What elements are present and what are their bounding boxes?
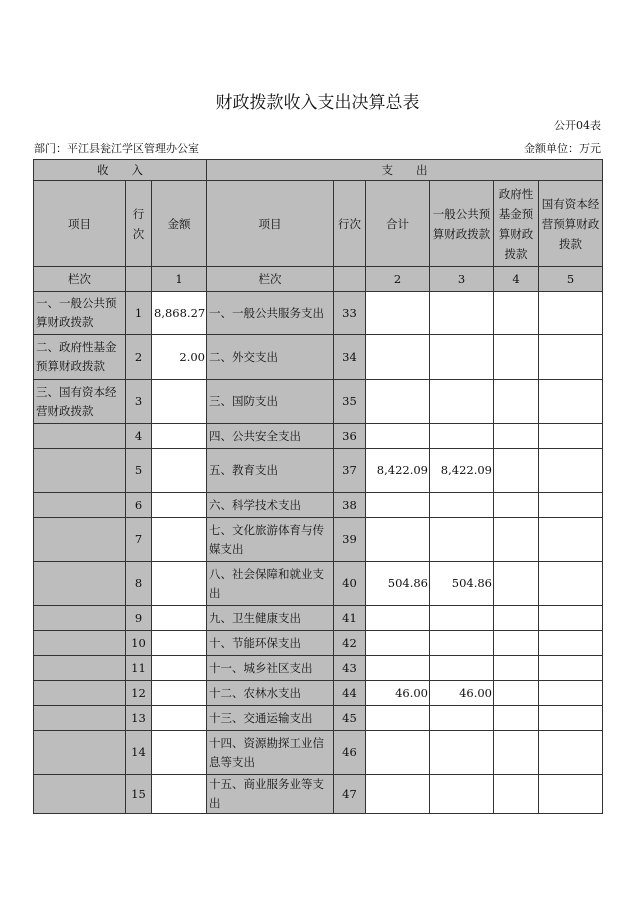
income-item-cell: 二、政府性基金预算财政拨款 bbox=[34, 335, 126, 380]
general-budget-cell bbox=[430, 518, 494, 562]
general-budget-cell: 46.00 bbox=[430, 681, 494, 706]
income-item-cell bbox=[34, 518, 126, 562]
income-amount-cell bbox=[152, 424, 207, 449]
total-cell: 46.00 bbox=[366, 681, 430, 706]
table-row bbox=[34, 731, 603, 775]
income-amount-cell bbox=[152, 681, 207, 706]
income-rowno-cell: 13 bbox=[126, 706, 152, 731]
expense-rowno-cell: 46 bbox=[334, 731, 366, 775]
budget-table bbox=[33, 159, 603, 814]
general-budget-cell bbox=[430, 731, 494, 775]
gov-fund-cell bbox=[494, 380, 539, 424]
table-row bbox=[34, 493, 603, 518]
general-budget-cell bbox=[430, 424, 494, 449]
gov-fund-cell bbox=[494, 292, 539, 335]
expense-item-cell: 二、外交支出 bbox=[207, 335, 334, 380]
total-cell: 504.86 bbox=[366, 562, 430, 606]
expense-item-cell: 十五、商业服务业等支出 bbox=[207, 775, 334, 814]
income-item-cell bbox=[34, 449, 126, 493]
income-item-cell bbox=[34, 775, 126, 814]
income-item-cell: 一、一般公共预算财政拨款 bbox=[34, 292, 126, 335]
expense-rowno-cell: 41 bbox=[334, 606, 366, 631]
col-row-4: 4 bbox=[494, 267, 539, 292]
total-cell bbox=[366, 631, 430, 656]
general-budget-cell bbox=[430, 656, 494, 681]
expense-item-cell: 十四、资源勘探工业信息等支出 bbox=[207, 731, 334, 775]
state-capital-cell bbox=[539, 775, 603, 814]
col-row-blank bbox=[126, 267, 152, 292]
expense-item-cell: 五、教育支出 bbox=[207, 449, 334, 493]
total-cell bbox=[366, 706, 430, 731]
table-row bbox=[34, 562, 603, 606]
general-budget-cell: 504.86 bbox=[430, 562, 494, 606]
state-capital-cell bbox=[539, 424, 603, 449]
income-item-header: 项目 bbox=[34, 181, 126, 267]
income-item-cell bbox=[34, 706, 126, 731]
total-header: 合计 bbox=[366, 181, 430, 267]
income-rowno-cell: 4 bbox=[126, 424, 152, 449]
col-row-3: 3 bbox=[430, 267, 494, 292]
income-item-cell bbox=[34, 606, 126, 631]
gov-fund-cell bbox=[494, 681, 539, 706]
expense-item-header: 项目 bbox=[207, 181, 334, 267]
income-amount-cell: 8,868.27 bbox=[152, 292, 207, 335]
expense-item-cell: 四、公共安全支出 bbox=[207, 424, 334, 449]
state-capital-cell bbox=[539, 518, 603, 562]
expense-item-cell: 十二、农林水支出 bbox=[207, 681, 334, 706]
general-budget-cell bbox=[430, 606, 494, 631]
general-budget-cell: 8,422.09 bbox=[430, 449, 494, 493]
income-header: 收 入 bbox=[34, 160, 207, 181]
state-capital-cell bbox=[539, 562, 603, 606]
gov-fund-cell bbox=[494, 449, 539, 493]
expense-item-cell: 十三、交通运输支出 bbox=[207, 706, 334, 731]
expense-item-cell: 八、社会保障和就业支出 bbox=[207, 562, 334, 606]
income-rowno-cell: 9 bbox=[126, 606, 152, 631]
state-capital-cell bbox=[539, 335, 603, 380]
table-row bbox=[34, 681, 603, 706]
page-title: 财政拨款收入支出决算总表 bbox=[215, 93, 420, 113]
total-cell bbox=[366, 731, 430, 775]
general-budget-cell bbox=[430, 706, 494, 731]
total-cell: 8,422.09 bbox=[366, 449, 430, 493]
expense-item-cell: 十、节能环保支出 bbox=[207, 631, 334, 656]
income-amount-cell bbox=[152, 606, 207, 631]
income-item-cell bbox=[34, 731, 126, 775]
table-row bbox=[34, 292, 603, 335]
table-row bbox=[34, 518, 603, 562]
income-rowno-cell: 15 bbox=[126, 775, 152, 814]
income-rowno-cell: 7 bbox=[126, 518, 152, 562]
expense-item-cell: 三、国防支出 bbox=[207, 380, 334, 424]
total-cell bbox=[366, 775, 430, 814]
expense-rowno-cell: 42 bbox=[334, 631, 366, 656]
state-capital-cell bbox=[539, 731, 603, 775]
income-item-cell bbox=[34, 681, 126, 706]
gov-fund-cell bbox=[494, 706, 539, 731]
expense-header: 支 出 bbox=[207, 160, 603, 181]
income-amount-cell bbox=[152, 518, 207, 562]
expense-rowno-cell: 45 bbox=[334, 706, 366, 731]
gov-fund-cell bbox=[494, 493, 539, 518]
expense-rowno-cell: 43 bbox=[334, 656, 366, 681]
total-cell bbox=[366, 493, 430, 518]
gov-fund-cell bbox=[494, 731, 539, 775]
col-row-2: 2 bbox=[366, 267, 430, 292]
col-row-label-2: 栏次 bbox=[207, 267, 334, 292]
state-capital-cell bbox=[539, 706, 603, 731]
income-item-cell: 三、国有资本经营财政拨款 bbox=[34, 380, 126, 424]
state-capital-cell bbox=[539, 292, 603, 335]
table-row bbox=[34, 424, 603, 449]
expense-item-cell: 一、一般公共服务支出 bbox=[207, 292, 334, 335]
col-row-label: 栏次 bbox=[34, 267, 126, 292]
income-amount-header: 金额 bbox=[152, 181, 207, 267]
gov-fund-header: 政府性基金预算财政拨款 bbox=[494, 181, 539, 267]
income-amount-cell bbox=[152, 380, 207, 424]
gov-fund-cell bbox=[494, 606, 539, 631]
total-cell bbox=[366, 335, 430, 380]
income-amount-cell bbox=[152, 706, 207, 731]
total-cell bbox=[366, 424, 430, 449]
income-item-cell bbox=[34, 631, 126, 656]
income-amount-cell bbox=[152, 562, 207, 606]
expense-rowno-header: 行次 bbox=[334, 181, 366, 267]
table-row bbox=[34, 380, 603, 424]
gov-fund-cell bbox=[494, 562, 539, 606]
general-budget-cell bbox=[430, 292, 494, 335]
income-amount-cell bbox=[152, 493, 207, 518]
income-rowno-cell: 8 bbox=[126, 562, 152, 606]
table-row bbox=[34, 606, 603, 631]
table-row bbox=[34, 656, 603, 681]
general-budget-header: 一般公共预算财政拨款 bbox=[430, 181, 494, 267]
income-rowno-cell: 12 bbox=[126, 681, 152, 706]
income-rowno-cell: 11 bbox=[126, 656, 152, 681]
income-amount-cell bbox=[152, 656, 207, 681]
general-budget-cell bbox=[430, 775, 494, 814]
state-capital-cell bbox=[539, 449, 603, 493]
income-rowno-header: 行次 bbox=[126, 181, 152, 267]
general-budget-cell bbox=[430, 493, 494, 518]
total-cell bbox=[366, 292, 430, 335]
income-amount-cell bbox=[152, 449, 207, 493]
col-row-blank-2 bbox=[334, 267, 366, 292]
table-row bbox=[34, 706, 603, 731]
income-amount-cell bbox=[152, 775, 207, 814]
gov-fund-cell bbox=[494, 424, 539, 449]
income-item-cell bbox=[34, 424, 126, 449]
expense-item-cell: 九、卫生健康支出 bbox=[207, 606, 334, 631]
table-row bbox=[34, 449, 603, 493]
form-code: 公开04表 bbox=[554, 119, 601, 132]
total-cell bbox=[366, 518, 430, 562]
income-item-cell bbox=[34, 656, 126, 681]
expense-rowno-cell: 37 bbox=[334, 449, 366, 493]
state-capital-cell bbox=[539, 656, 603, 681]
income-rowno-cell: 10 bbox=[126, 631, 152, 656]
expense-rowno-cell: 40 bbox=[334, 562, 366, 606]
income-item-cell bbox=[34, 562, 126, 606]
col-row-5: 5 bbox=[539, 267, 603, 292]
income-amount-cell bbox=[152, 731, 207, 775]
gov-fund-cell bbox=[494, 518, 539, 562]
table-row bbox=[34, 775, 603, 814]
general-budget-cell bbox=[430, 631, 494, 656]
expense-item-cell: 六、科学技术支出 bbox=[207, 493, 334, 518]
income-item-cell bbox=[34, 493, 126, 518]
gov-fund-cell bbox=[494, 335, 539, 380]
table-row bbox=[34, 335, 603, 380]
expense-rowno-cell: 33 bbox=[334, 292, 366, 335]
general-budget-cell bbox=[430, 335, 494, 380]
expense-rowno-cell: 36 bbox=[334, 424, 366, 449]
col-row-1: 1 bbox=[152, 267, 207, 292]
expense-rowno-cell: 34 bbox=[334, 335, 366, 380]
department-label: 部门：平江县瓮江学区管理办公室 bbox=[34, 142, 199, 155]
general-budget-cell bbox=[430, 380, 494, 424]
expense-rowno-cell: 35 bbox=[334, 380, 366, 424]
expense-rowno-cell: 39 bbox=[334, 518, 366, 562]
state-capital-cell bbox=[539, 606, 603, 631]
expense-rowno-cell: 44 bbox=[334, 681, 366, 706]
income-rowno-cell: 1 bbox=[126, 292, 152, 335]
gov-fund-cell bbox=[494, 775, 539, 814]
expense-rowno-cell: 38 bbox=[334, 493, 366, 518]
unit-label: 金额单位：万元 bbox=[524, 142, 601, 155]
total-cell bbox=[366, 380, 430, 424]
state-capital-cell bbox=[539, 380, 603, 424]
state-capital-header: 国有资本经营预算财政拨款 bbox=[539, 181, 603, 267]
table-row bbox=[34, 631, 603, 656]
state-capital-cell bbox=[539, 681, 603, 706]
expense-rowno-cell: 47 bbox=[334, 775, 366, 814]
income-rowno-cell: 2 bbox=[126, 335, 152, 380]
income-rowno-cell: 14 bbox=[126, 731, 152, 775]
income-rowno-cell: 6 bbox=[126, 493, 152, 518]
expense-item-cell: 十一、城乡社区支出 bbox=[207, 656, 334, 681]
income-amount-cell: 2.00 bbox=[152, 335, 207, 380]
total-cell bbox=[366, 606, 430, 631]
income-rowno-cell: 3 bbox=[126, 380, 152, 424]
total-cell bbox=[366, 656, 430, 681]
state-capital-cell bbox=[539, 493, 603, 518]
expense-item-cell: 七、文化旅游体育与传媒支出 bbox=[207, 518, 334, 562]
gov-fund-cell bbox=[494, 656, 539, 681]
state-capital-cell bbox=[539, 631, 603, 656]
gov-fund-cell bbox=[494, 631, 539, 656]
income-rowno-cell: 5 bbox=[126, 449, 152, 493]
income-amount-cell bbox=[152, 631, 207, 656]
